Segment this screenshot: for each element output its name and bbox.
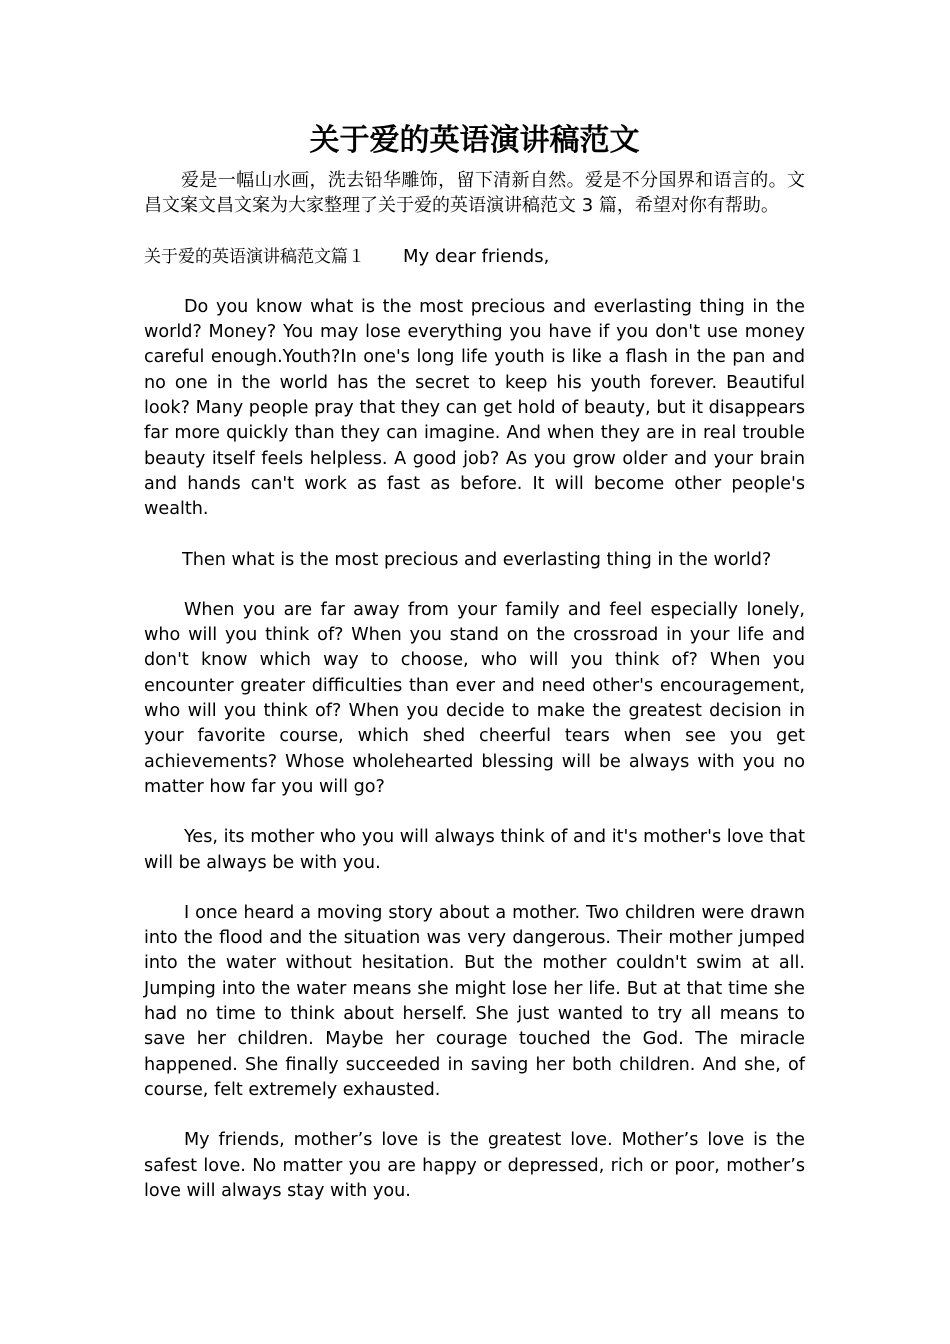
body-paragraph-4: Yes, its mother who you will always think of and it's mother's love that will be always be with you. xyxy=(144,827,805,873)
intro-paragraph: 爱是一幅山水画，洗去铅华雕饰，留下清新自然。爱是不分国界和语言的。文昌文案文昌文案为大家整理了关于爱的英语演讲稿范文 3 篇，希望对你有帮助。 xyxy=(144,170,805,217)
body-paragraph-1: Do you know what is the most precious and everlasting thing in the world? Money? You may lose everything you have if you don't use money careful enough.Youth?In one's long life youth is like a flash in the pan and no one in the world has the secret to keep his youth forever. Beautiful look? Many people pray that they can get hold of beauty, but it disappears far more quickly than they can imagine. And when they are in real trouble beauty itself feels helpless. A good job? As you grow older and your brain and hands can't work as fast as before. It will become other people's wealth. xyxy=(144,296,805,520)
document-title: 关于爱的英语演讲稿范文 xyxy=(309,123,640,158)
body-paragraph-3: When you are far away from your family and feel especially lonely, who will you think of? When you stand on the crossroad in your life and don't know which way to choose, who will you think of? When you encounter greater difficulties than ever and need other's encouragement, who will you think of? When you decide to make the greatest decision in your favorite course, which shed cheerful tears when see you get achievements? Whose wholehearted blessing will be always with you no matter how far you will go? xyxy=(144,599,805,797)
document-page xyxy=(144,118,805,1204)
section-heading-line xyxy=(144,244,805,270)
section-label: 关于爱的英语演讲稿范文篇１ xyxy=(144,246,365,267)
body-paragraph-5: I once heard a moving story about a mother. Two children were drawn into the flood and the situation was very dangerous. Their mother jumped into the water without hesitation. But the mother couldn't swim at all. Jumping into the water means she might lose her life. But at that time she had no time to think about herself. She just wanted to try all means to save her children. Maybe her courage touched the God. The miracle happened. She finally succeeded in saving her both children. And she, of course, felt extremely exhausted. xyxy=(144,902,805,1100)
greeting: My dear friends, xyxy=(403,245,550,267)
body-paragraph-2: Then what is the most precious and everlasting thing in the world? xyxy=(182,549,772,570)
body-paragraph-6: My friends, mother’s love is the greatest love. Mother’s love is the safest love. No matter you are happy or depressed, rich or poor, mother’s love will always stay with you. xyxy=(144,1130,805,1201)
